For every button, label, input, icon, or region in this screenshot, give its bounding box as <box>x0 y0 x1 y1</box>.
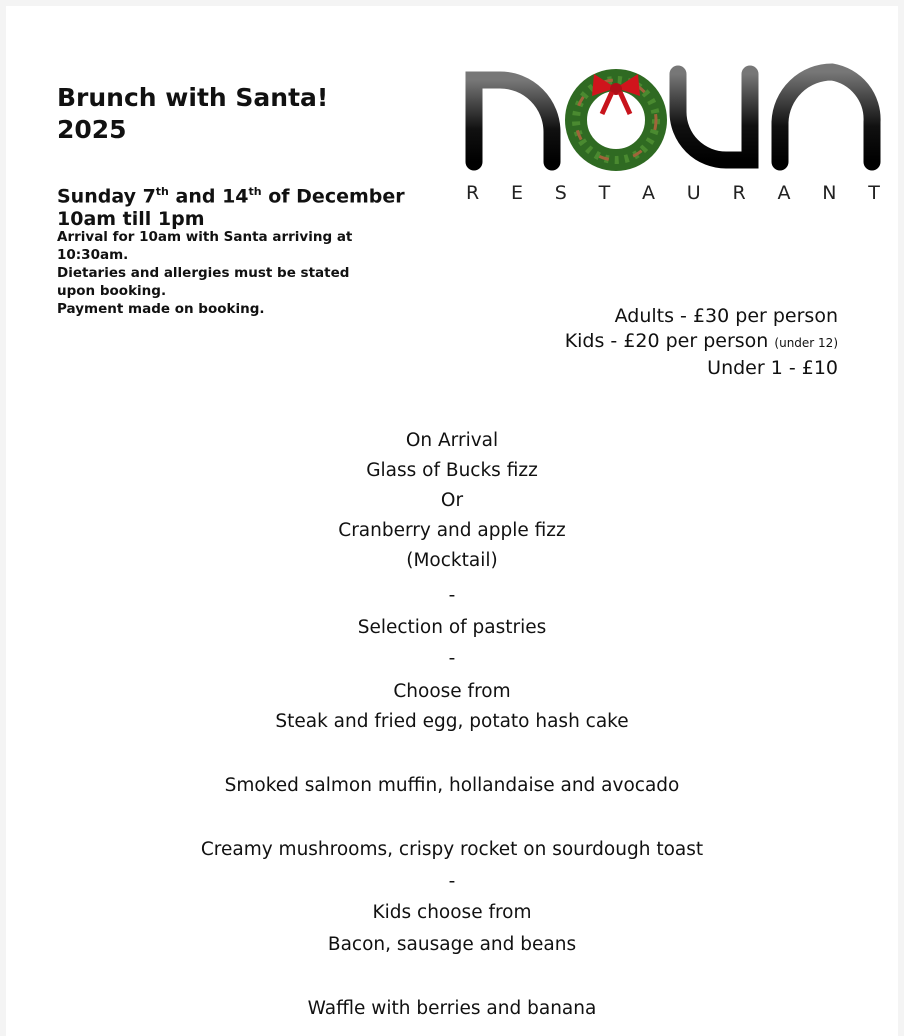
menu-line: Glass of Bucks fizz <box>366 460 538 481</box>
date-text: and 14 <box>168 185 249 208</box>
nova-logo <box>460 62 890 172</box>
price-adults: Adults - £30 per person <box>614 305 838 327</box>
menu-line: - <box>448 648 456 669</box>
title-line: Brunch with Santa! <box>57 83 329 112</box>
menu-line: Cranberry and apple fizz <box>338 520 566 541</box>
logo-letter: T <box>598 182 611 204</box>
logo-letter: R <box>732 182 746 204</box>
logo-letter: A <box>642 182 656 204</box>
menu-line: Selection of pastries <box>357 617 547 638</box>
menu-line: - <box>448 585 456 606</box>
price-kids-note: (under 12) <box>774 336 838 350</box>
menu-line: Smoked salmon muffin, hollandaise and avocado <box>224 775 680 796</box>
logo-letter: T <box>868 182 880 204</box>
wreath-icon <box>576 74 656 160</box>
info-line: Dietaries and allergies must be stated upon booking. <box>57 265 350 299</box>
price-kids: Kids - £20 per person <box>564 330 769 352</box>
date-text: Sunday 7 <box>57 185 156 208</box>
menu-line: Steak and fried egg, potato hash cake <box>275 711 629 732</box>
menu-line: - <box>448 871 456 892</box>
logo-letter: N <box>822 182 837 204</box>
menu-line: Kids choose from <box>372 902 532 923</box>
menu-line: Or <box>440 490 464 511</box>
price-under1: Under 1 - £10 <box>707 357 838 379</box>
event-info <box>57 228 387 318</box>
price-list <box>565 304 838 381</box>
page-title <box>57 82 328 146</box>
info-line: Arrival for 10am with Santa arriving at 10:30am. <box>57 229 353 263</box>
menu-line: Creamy mushrooms, crispy rocket on sourdough toast <box>200 839 704 860</box>
date-text: of December <box>261 185 405 208</box>
date-sup: th <box>155 185 169 198</box>
logo-letter: E <box>510 182 523 204</box>
logo-letter: A <box>777 182 791 204</box>
event-dates <box>57 180 405 231</box>
info-line: Payment made on booking. <box>57 301 265 317</box>
menu-line: Bacon, sausage and beans <box>327 934 577 955</box>
event-time: 10am till 1pm <box>57 208 205 231</box>
menu-line: Waffle with berries and banana <box>307 998 597 1019</box>
date-sup: th <box>248 185 262 198</box>
menu-line: (Mocktail) <box>406 550 498 571</box>
logo-letter: U <box>686 182 701 204</box>
logo-subtitle <box>466 182 880 204</box>
menu-line: Choose from <box>393 681 511 702</box>
title-year: 2025 <box>57 115 127 144</box>
logo-letter: R <box>466 182 480 204</box>
logo-letter: S <box>554 182 567 204</box>
menu-line: On Arrival <box>405 430 499 451</box>
